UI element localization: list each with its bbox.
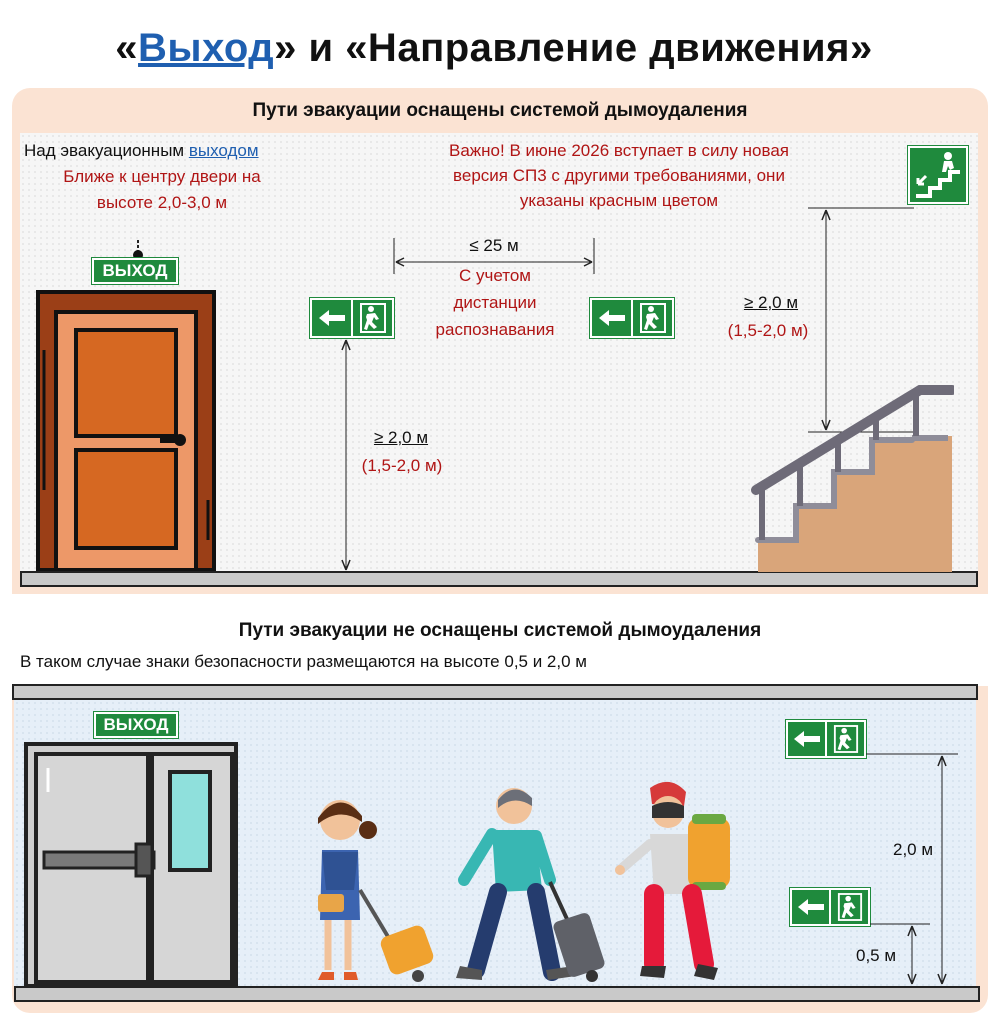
exit-link[interactable]: выходом xyxy=(188,141,259,160)
exit-plate-2: ВЫХОД xyxy=(94,712,178,738)
running-man-icon xyxy=(827,722,864,756)
page-title xyxy=(0,26,988,71)
section2-heading: Пути эвакуации не оснащены системой дымоудаления xyxy=(238,620,762,641)
door-rule-line2: высоте 2,0-3,0 м xyxy=(96,193,228,212)
height-high: 2,0 м xyxy=(893,840,934,859)
floor-1 xyxy=(20,571,978,587)
section1-heading: Пути эвакуации оснащены системой дымоудаления xyxy=(252,100,748,121)
spacing-note-line2: дистанции xyxy=(453,293,537,312)
title-exit-link[interactable]: Выход xyxy=(138,26,275,70)
spacing-note-line1: С учетом xyxy=(459,266,531,285)
running-man-icon xyxy=(633,300,672,336)
wall-height-new: (1,5-2,0 м) xyxy=(361,456,443,475)
stair-height: ≥ 2,0 м xyxy=(743,293,799,312)
title-open-quote: « xyxy=(115,26,139,70)
important-line2: версия СП3 с другими требованиями, они xyxy=(453,166,785,185)
staircase-icon xyxy=(748,380,954,572)
door-icon xyxy=(24,742,238,986)
exit-sign-a xyxy=(310,298,394,338)
person-icon xyxy=(614,778,754,986)
title-rest: » и «Направление движения» xyxy=(274,26,873,70)
above-exit-prefix: Над эвакуационным xyxy=(24,141,189,160)
stairs-up-icon xyxy=(908,146,968,204)
person-icon xyxy=(452,780,612,986)
spacing-note-line3: распознавания xyxy=(435,320,555,339)
exit-sign-low xyxy=(790,888,870,926)
stair-height-new: (1,5-2,0 м) xyxy=(727,321,809,340)
above-exit-text xyxy=(24,141,324,161)
arrow-left-icon xyxy=(788,722,827,756)
arrow-left-icon xyxy=(792,890,831,924)
height-low: 0,5 м xyxy=(856,946,897,965)
important-line3: указаны красным цветом xyxy=(519,191,719,210)
height-dimension-icon xyxy=(336,338,356,572)
running-man-icon xyxy=(831,890,868,924)
person-icon xyxy=(288,790,448,986)
arrow-left-icon xyxy=(592,300,633,336)
spacing-value: ≤ 25 м xyxy=(469,236,519,255)
ceiling xyxy=(12,684,978,700)
floor-2 xyxy=(14,986,980,1002)
running-man-icon xyxy=(353,300,392,336)
wall-height: ≥ 2,0 м xyxy=(373,428,429,447)
important-line1: Важно! В июне 2026 вступает в силу новая xyxy=(449,141,789,160)
door-icon xyxy=(36,290,216,572)
door-rule-line1: Ближе к центру двери на xyxy=(63,167,261,186)
exit-sign-high xyxy=(786,720,866,758)
exit-plate-1: ВЫХОД xyxy=(92,258,178,284)
exit-sign-b xyxy=(590,298,674,338)
section2-note: В таком случае знаки безопасности размещаются на высоте 0,5 и 2,0 м xyxy=(20,652,587,671)
arrow-left-icon xyxy=(312,300,353,336)
